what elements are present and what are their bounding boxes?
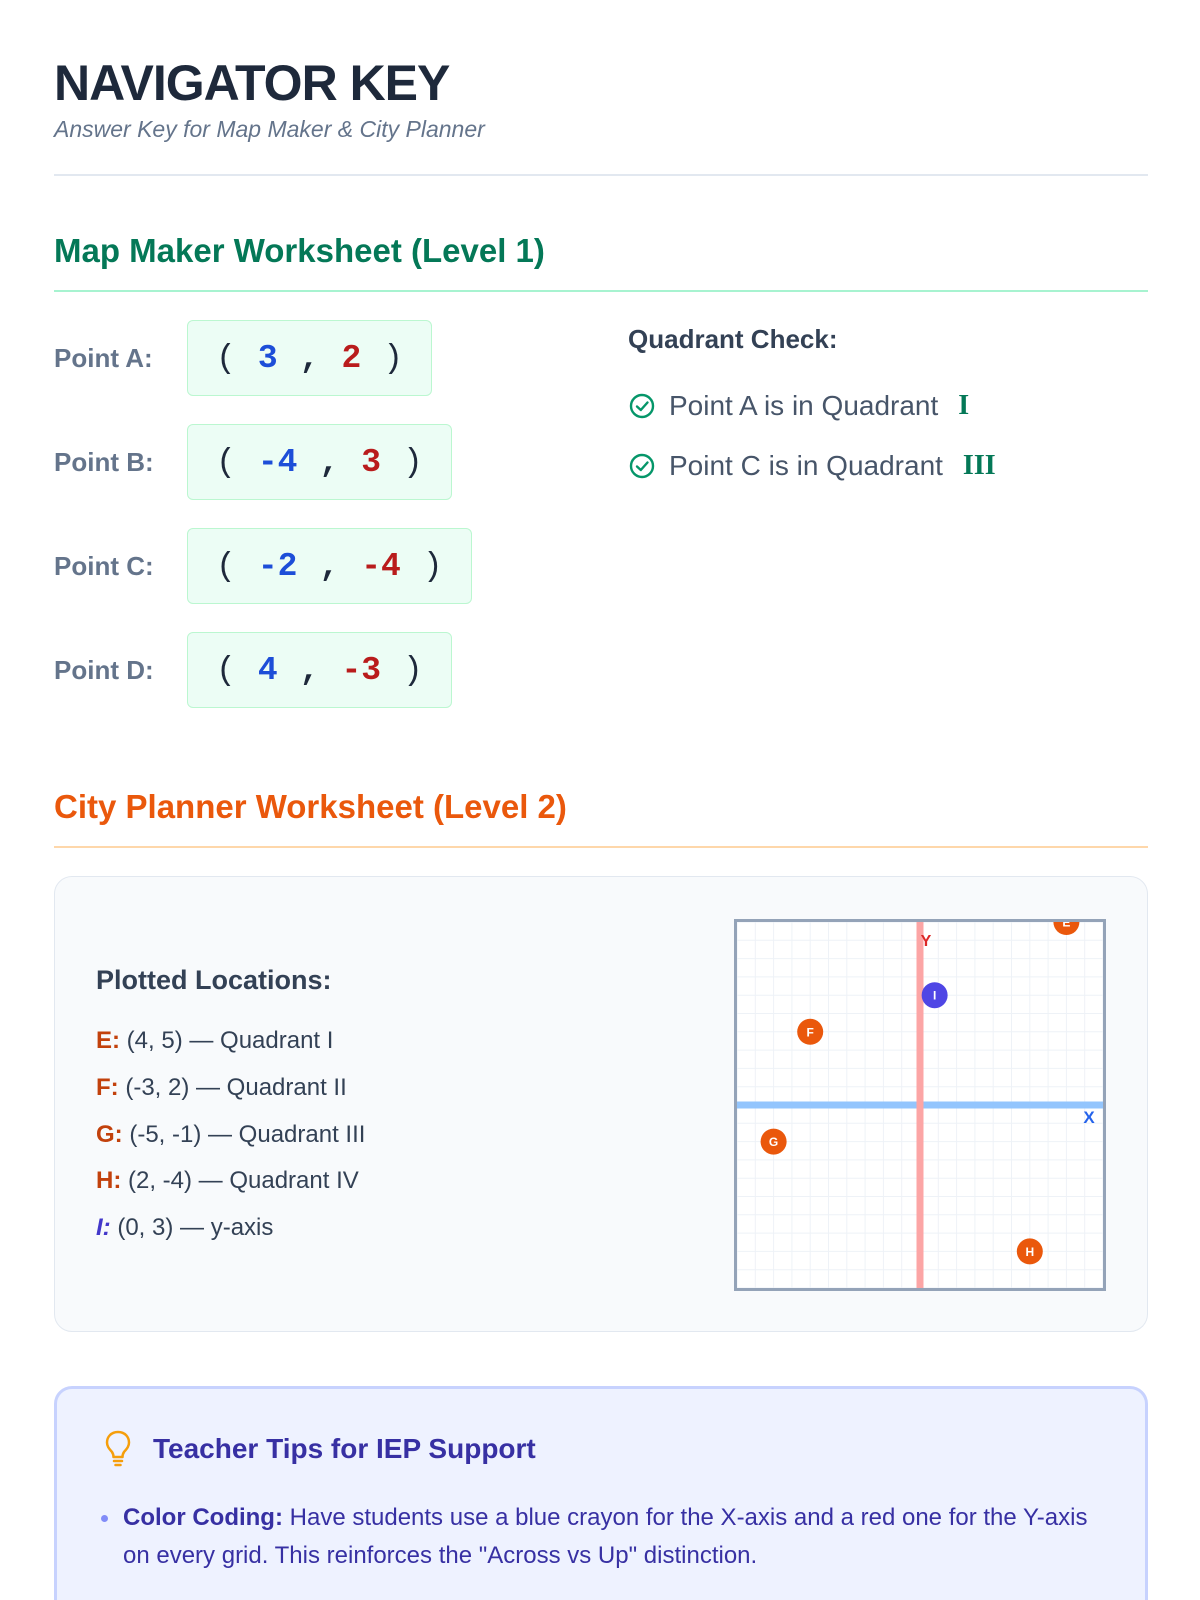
x-value: 3 (257, 339, 278, 377)
location-desc: (2, -4) — Quadrant IV (128, 1167, 359, 1194)
comma: , (299, 339, 320, 377)
quadrant-numeral: III (962, 450, 996, 481)
page-subtitle: Answer Key for Map Maker & City Planner (54, 116, 485, 142)
point-label: Point A: (54, 342, 153, 373)
paren-close: ) (422, 547, 443, 585)
comma: , (319, 547, 340, 585)
location-key: G: (96, 1121, 123, 1148)
paren-close: ) (403, 651, 423, 689)
quadrant-check-text: Point C is in Quadrant (669, 450, 943, 481)
point-row-c (54, 528, 472, 604)
tip-bold-label: Color Coding: (123, 1504, 283, 1531)
coordinate-box (187, 424, 452, 500)
point-label-e: E (1062, 922, 1071, 930)
x-value: -2 (257, 547, 298, 585)
point-label-i: I (932, 988, 937, 1003)
quadrant-check-text: Point A is in Quadrant (669, 390, 939, 421)
comma: , (319, 443, 340, 481)
point-row-d (54, 632, 452, 708)
point-label-g: G (768, 1135, 779, 1150)
location-desc: (0, 3) — y-axis (117, 1214, 274, 1241)
level1-heading: Map Maker Worksheet (Level 1) (54, 232, 545, 269)
paren-open: ( (216, 651, 236, 689)
y-value: 2 (341, 339, 362, 377)
x-value: 4 (257, 651, 278, 689)
check-circle-icon (628, 392, 656, 420)
location-item (96, 1074, 347, 1102)
location-desc: (-3, 2) — Quadrant II (125, 1074, 347, 1101)
point-row-a (54, 320, 432, 396)
y-value: -4 (361, 547, 401, 585)
coordinate-box (187, 528, 472, 604)
y-value: 3 (361, 443, 382, 481)
quadrant-numeral: I (958, 390, 970, 421)
level2-heading: City Planner Worksheet (Level 2) (54, 788, 567, 825)
check-circle-icon (628, 452, 656, 480)
coordinate-grid-svg (737, 922, 1103, 1288)
paren-open: ( (216, 339, 236, 377)
location-item (96, 1167, 359, 1195)
location-desc: (4, 5) — Quadrant I (126, 1027, 334, 1054)
comma: , (299, 651, 320, 689)
coordinate-box (187, 320, 432, 396)
paren-close: ) (403, 443, 423, 481)
location-item (96, 1027, 333, 1055)
location-desc: (-5, -1) — Quadrant III (129, 1121, 366, 1148)
lightbulb-icon (103, 1429, 133, 1469)
city-planner-card (54, 876, 1148, 1332)
location-key: F: (96, 1074, 119, 1101)
paren-open: ( (216, 547, 236, 585)
location-item (96, 1214, 273, 1242)
level2-divider (54, 846, 1148, 848)
coordinate-box (187, 632, 452, 708)
y-value: -3 (341, 651, 382, 689)
y-axis-label: Y (920, 933, 932, 950)
location-key: H: (96, 1167, 122, 1194)
tips-header (103, 1429, 536, 1469)
level1-divider (54, 290, 1148, 292)
location-key: I: (96, 1214, 111, 1241)
tips-title: Teacher Tips for IEP Support (153, 1433, 536, 1464)
quadrant-check-title: Quadrant Check: (628, 324, 838, 354)
plotted-locations-title: Plotted Locations: (96, 965, 332, 995)
location-key: E: (96, 1027, 120, 1054)
point-label-f: F (806, 1025, 814, 1040)
tip-item (123, 1499, 1113, 1575)
point-label: Point B: (54, 446, 154, 477)
divider (54, 174, 1148, 176)
teacher-tips-card (54, 1386, 1148, 1600)
quadrant-check-item (628, 390, 969, 422)
point-label: Point C: (54, 550, 154, 581)
page-title: NAVIGATOR KEY (54, 55, 450, 111)
paren-open: ( (216, 443, 236, 481)
paren-close: ) (383, 339, 404, 377)
point-label-h: H (1025, 1244, 1035, 1259)
bullet (101, 1515, 108, 1522)
coordinate-grid (734, 919, 1106, 1291)
quadrant-check-item (628, 450, 996, 482)
tip-text: Have students use a blue crayon for the X-axis and a red one for the Y-axis on every grid. This reinforces the "Across vs Up" distinction. (123, 1504, 1088, 1569)
point-label: Point D: (54, 654, 154, 685)
point-row-b (54, 424, 452, 500)
location-item (96, 1121, 365, 1149)
x-axis-label: X (1083, 1108, 1095, 1127)
x-value: -4 (257, 443, 298, 481)
